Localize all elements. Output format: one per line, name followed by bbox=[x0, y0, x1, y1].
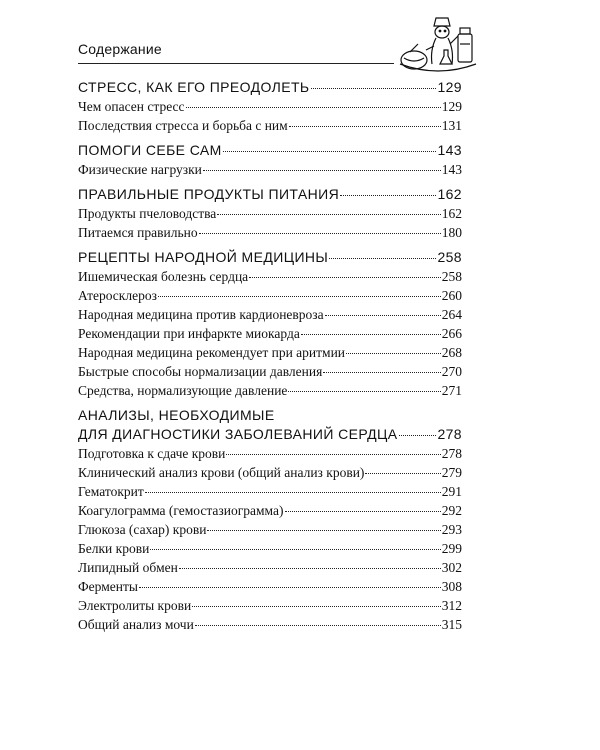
toc-page-number: 278 bbox=[437, 426, 462, 442]
toc-heading[interactable] bbox=[78, 141, 462, 160]
toc-item[interactable] bbox=[78, 160, 462, 179]
toc-page-number: 299 bbox=[441, 541, 462, 556]
toc-item-label: Ишемическая болезнь сердца bbox=[78, 269, 249, 284]
toc-item[interactable] bbox=[78, 362, 462, 381]
toc-page-number: 131 bbox=[441, 118, 462, 133]
toc-page-number: 291 bbox=[441, 484, 462, 499]
toc-page-number: 315 bbox=[441, 617, 462, 632]
toc-item-label: Клинический анализ крови (общий анализ крови) bbox=[78, 465, 365, 480]
toc-heading[interactable] bbox=[78, 185, 462, 204]
dot-leader bbox=[285, 511, 441, 512]
toc-page-number: 143 bbox=[437, 142, 462, 158]
dot-leader bbox=[301, 334, 441, 335]
toc-item[interactable] bbox=[78, 596, 462, 615]
toc-item[interactable] bbox=[78, 539, 462, 558]
toc-item[interactable] bbox=[78, 324, 462, 343]
toc-item-label: Ферменты bbox=[78, 579, 138, 594]
dot-leader bbox=[329, 258, 436, 259]
toc-page-number: 268 bbox=[441, 345, 462, 360]
dot-leader bbox=[192, 606, 441, 607]
toc-page-number: 258 bbox=[441, 269, 462, 284]
dot-leader bbox=[207, 530, 440, 531]
dot-leader bbox=[288, 391, 440, 392]
dot-leader bbox=[139, 587, 441, 588]
toc-page-number: 302 bbox=[441, 560, 462, 575]
toc-item[interactable] bbox=[78, 520, 462, 539]
toc-heading[interactable] bbox=[78, 248, 462, 267]
toc-item[interactable] bbox=[78, 463, 462, 482]
toc-page-number: 279 bbox=[441, 465, 462, 480]
toc-item[interactable] bbox=[78, 204, 462, 223]
toc-heading-label: РЕЦЕПТЫ НАРОДНОЙ МЕДИЦИНЫ bbox=[78, 249, 329, 265]
toc-page-number: 180 bbox=[441, 225, 462, 240]
dot-leader bbox=[145, 492, 441, 493]
toc-page-number: 308 bbox=[441, 579, 462, 594]
toc-heading-label: ПОМОГИ СЕБЕ САМ bbox=[78, 142, 222, 158]
toc-item[interactable] bbox=[78, 615, 462, 634]
toc-page-number: 312 bbox=[441, 598, 462, 613]
toc-page-number: 143 bbox=[441, 162, 462, 177]
dot-leader bbox=[158, 296, 441, 297]
toc-page-number: 260 bbox=[441, 288, 462, 303]
toc-item-label: Рекомендации при инфаркте миокарда bbox=[78, 326, 300, 341]
chemist-with-flasks-icon bbox=[398, 14, 478, 76]
dot-leader bbox=[186, 107, 441, 108]
toc-heading bbox=[78, 425, 462, 444]
toc-item[interactable] bbox=[78, 381, 462, 400]
toc-page-number: 129 bbox=[437, 79, 462, 95]
toc-page-number: 264 bbox=[441, 307, 462, 322]
toc-item-label: Средства, нормализующие давление bbox=[78, 383, 288, 398]
dot-leader bbox=[217, 214, 440, 215]
toc-item-label: Общий анализ мочи bbox=[78, 617, 194, 632]
toc-item[interactable] bbox=[78, 482, 462, 501]
toc-heading-label-line1: АНАЛИЗЫ, НЕОБХОДИМЫЕ bbox=[78, 407, 275, 423]
toc-heading-label: СТРЕСС, КАК ЕГО ПРЕОДОЛЕТЬ bbox=[78, 79, 310, 95]
header-rule bbox=[78, 63, 394, 64]
dot-leader bbox=[340, 195, 436, 196]
dot-leader bbox=[179, 568, 441, 569]
toc-heading-label: ПРАВИЛЬНЫЕ ПРОДУКТЫ ПИТАНИЯ bbox=[78, 186, 340, 202]
toc-item[interactable] bbox=[78, 444, 462, 463]
dot-leader bbox=[323, 372, 440, 373]
dot-leader bbox=[289, 126, 441, 127]
dot-leader bbox=[223, 151, 437, 152]
running-header-title: Содержание bbox=[78, 41, 162, 57]
dot-leader bbox=[150, 549, 440, 550]
toc-page-number: 278 bbox=[441, 446, 462, 461]
dot-leader bbox=[249, 277, 441, 278]
dot-leader bbox=[195, 625, 441, 626]
dot-leader bbox=[325, 315, 441, 316]
toc-item-label: Быстрые способы нормализации давления bbox=[78, 364, 323, 379]
toc-item-label: Продукты пчеловодства bbox=[78, 206, 217, 221]
toc-page-number: 266 bbox=[441, 326, 462, 341]
toc-page-number: 270 bbox=[441, 364, 462, 379]
toc-item-label: Питаемся правильно bbox=[78, 225, 198, 240]
toc-item-label: Народная медицина рекомендует при аритмии bbox=[78, 345, 346, 360]
toc-item-label: Гематокрит bbox=[78, 484, 144, 499]
toc-item[interactable] bbox=[78, 267, 462, 286]
toc-item-label: Народная медицина против кардионевроза bbox=[78, 307, 324, 322]
table-of-contents bbox=[78, 78, 462, 634]
toc-item[interactable] bbox=[78, 501, 462, 520]
dot-leader bbox=[346, 353, 441, 354]
toc-item[interactable] bbox=[78, 343, 462, 362]
toc-item[interactable] bbox=[78, 116, 462, 135]
toc-page-number: 162 bbox=[437, 186, 462, 202]
toc-item[interactable] bbox=[78, 286, 462, 305]
toc-heading-label: ДЛЯ ДИАГНОСТИКИ ЗАБОЛЕВАНИЙ СЕРДЦА bbox=[78, 426, 398, 442]
dot-leader bbox=[365, 473, 440, 474]
toc-item-label: Последствия стресса и борьба с ним bbox=[78, 118, 288, 133]
toc-item-label: Глюкоза (сахар) крови bbox=[78, 522, 207, 537]
toc-item[interactable] bbox=[78, 97, 462, 116]
toc-item-label: Белки крови bbox=[78, 541, 150, 556]
toc-heading[interactable] bbox=[78, 78, 462, 97]
toc-item[interactable] bbox=[78, 305, 462, 324]
toc-item-label: Физические нагрузки bbox=[78, 162, 202, 177]
toc-page-number: 258 bbox=[437, 249, 462, 265]
dot-leader bbox=[226, 454, 440, 455]
toc-item[interactable] bbox=[78, 558, 462, 577]
toc-item-label: Липидный обмен bbox=[78, 560, 178, 575]
dot-leader bbox=[199, 233, 441, 234]
toc-page-number: 162 bbox=[441, 206, 462, 221]
toc-page-number: 292 bbox=[441, 503, 462, 518]
toc-item-label: Атеросклероз bbox=[78, 288, 157, 303]
dot-leader bbox=[311, 88, 437, 89]
dot-leader bbox=[399, 435, 437, 436]
toc-page-number: 293 bbox=[441, 522, 462, 537]
toc-page-number: 129 bbox=[441, 99, 462, 114]
dot-leader bbox=[203, 170, 441, 171]
toc-item-label: Коагулограмма (гемостазиограмма) bbox=[78, 503, 284, 518]
toc-item-label: Чем опасен стресс bbox=[78, 99, 185, 114]
toc-item[interactable] bbox=[78, 577, 462, 596]
toc-page-number: 271 bbox=[441, 383, 462, 398]
toc-item-label: Подготовка к сдаче крови bbox=[78, 446, 226, 461]
toc-heading-multiline[interactable] bbox=[78, 406, 462, 444]
toc-item[interactable] bbox=[78, 223, 462, 242]
toc-item-label: Электролиты крови bbox=[78, 598, 192, 613]
